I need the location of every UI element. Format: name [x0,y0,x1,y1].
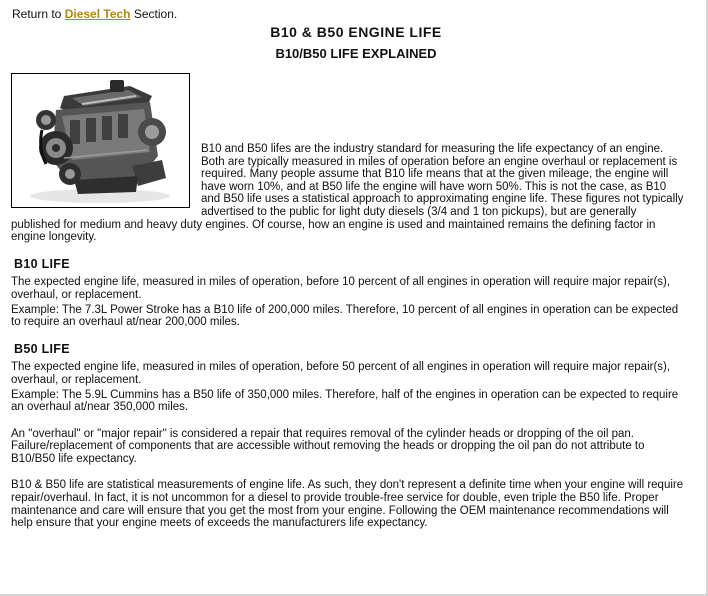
nav-suffix: Section. [130,7,178,21]
summary-paragraph: B10 & B50 life are statistical measurements of engine life. As such, they don't represent a definite time when your engine will require repair/overhaul. In fact, it is not uncommon for a diesel to provide trouble-free service for double, even triple the B50 life. Proper maintenance and care will ensure that you get the most from your engine. Following the OEM maintenance recommendations will help ensure that your engine meets of exceeds the manufacturers life expectancy. [11,479,684,530]
b50-definition: The expected engine life, measured in miles of operation, before 50 percent of all engines in operation will require major repair(s), overhaul, or replacement. [11,361,671,386]
b10-definition: The expected engine life, measured in miles of operation, before 10 percent of all engines in operation will require major repair(s), overhaul, or replacement. [11,276,671,301]
article-body [11,73,687,530]
engine-photo [11,73,190,208]
b10-heading: B10 LIFE [14,256,70,271]
diesel-tech-link[interactable]: Diesel Tech [64,7,131,21]
engine-icon [12,74,189,207]
overhaul-note: An "overhaul" or "major repair" is considered a repair that requires removal of the cylinder heads or dropping of the oil pan. Failure/replacement of components that are accessible without removing the heads or dropping the oil pan do not attribute to B10/B50 life expectancy. [11,427,645,465]
breadcrumb [12,7,177,21]
page-subtitle: B10/B50 LIFE EXPLAINED [275,46,437,61]
b50-heading: B50 LIFE [14,341,70,356]
b50-example: Example: The 5.9L Cummins has a B50 life of 350,000 miles. Therefore, half of the engines in operation can be expected to require an overhaul at/near 350,000 miles. [11,388,679,414]
page-title: B10 & B50 ENGINE LIFE [270,24,442,40]
b10-example: Example: The 7.3L Power Stroke has a B10 life of 200,000 miles. Therefore, 10 percent of all engines in operation can be expected to require an overhaul at/near 200,000 miles. [11,303,679,329]
nav-prefix: Return to [12,7,65,21]
intro-paragraph: B10 and B50 lifes are the industry standard for measuring the life expectancy of an engine. Both are typically measured in miles of operation before an engine overhaul or replacement is required. Many people assume that B10 life means that at the given mileage, the engine will have worn 10%, and at B50 life the engine will have worn 50%. This is not the case, as B10 and B50 life uses a statistical approach to approximating engine life. These figures not typically advertised to the public for light duty diesels (3/4 and 1 ton pickups), but are generally published for medium and heavy duty engines. Of course, how an engine is used and maintained remains the defining factor in engine longevity. [11,143,684,244]
